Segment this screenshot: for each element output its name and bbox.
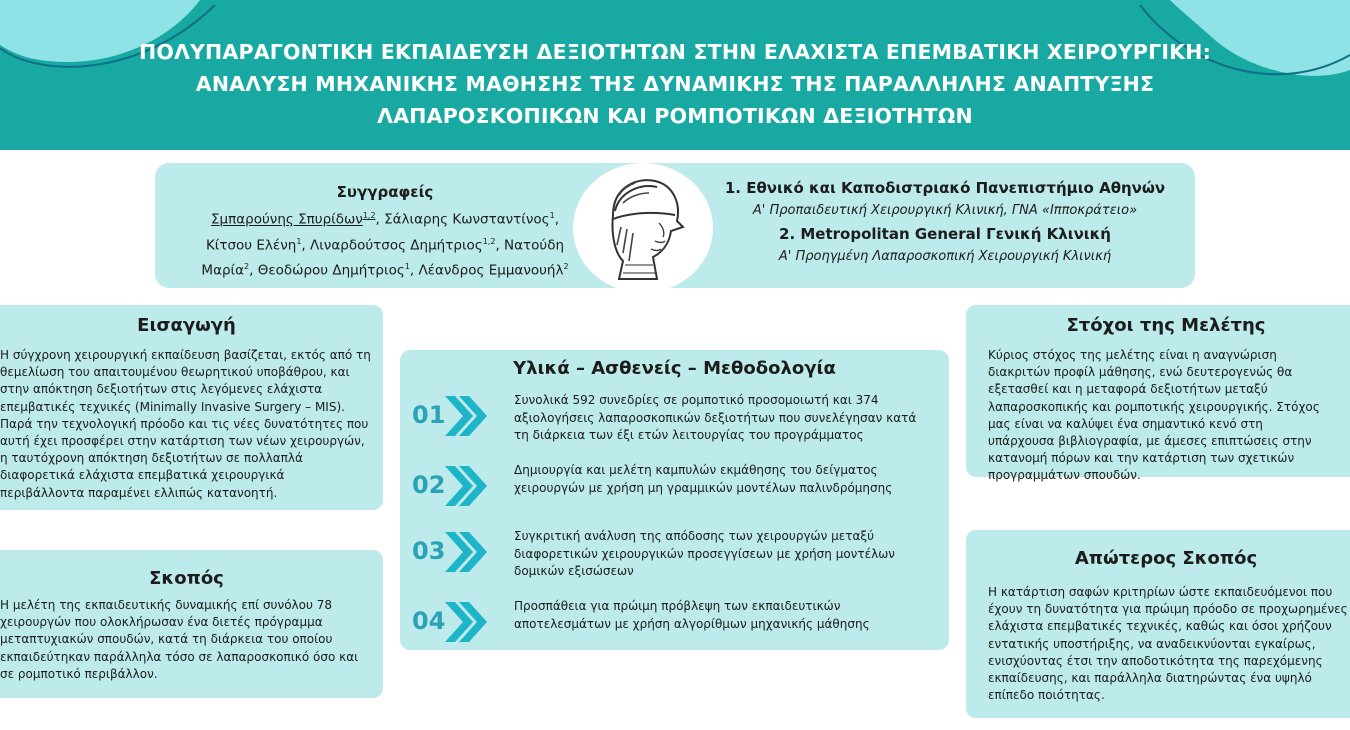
authors-line-3 <box>155 256 615 282</box>
author-name: , Σάλιαρης Κωνσταντίνος <box>375 211 550 228</box>
study-goals-panel <box>966 305 1350 483</box>
author-sup: 2 <box>244 262 250 271</box>
author-sep: , <box>554 211 559 228</box>
step-number: 01 <box>412 401 446 429</box>
authors-line-1 <box>155 205 615 231</box>
double-chevron-icon <box>437 528 487 576</box>
institution-2: 2. Metropolitan General Γενική Κλινική <box>779 225 1111 243</box>
step-number-badge <box>412 528 492 576</box>
title-line-3: ΛΑΠΑΡΟΣΚΟΠΙΚΩΝ ΚΑΙ ΡΟΜΠΟΤΙΚΩΝ ΔΕΞΙΟΤΗΤΩΝ <box>377 104 973 128</box>
university-logo <box>573 163 713 293</box>
introduction-title: Εισαγωγή <box>137 315 236 336</box>
author-sup: 1 <box>296 236 302 246</box>
title-line-1: ΠΟΛΥΠΑΡΑΓΟΝΤΙΚΗ ΕΚΠΑΙΔΕΥΣΗ ΔΕΞΙΟΤΗΤΩΝ ΣΤΗΝ ΕΛΑΧΙΣΤΑ ΕΠΕΜΒΑΤΙΚΗ ΧΕΙΡΟΥΡΓΙΚΗ: <box>138 40 1212 64</box>
author-sup: 1 <box>404 262 410 271</box>
step-text: Συγκριτική ανάλυση της απόδοσης των χειρουργών μεταξύ διαφορετικών χειρουργικών προσεγγίσεων με χρήση μοντέλων δομικών εξισώσεων <box>514 529 895 578</box>
athena-head-icon <box>599 175 687 285</box>
introduction-text: Η σύγχρονη χειρουργική εκπαίδευση βασίζεται, εκτός από τη θεμελίωση του απαιτουμένου θεωρητικού υποβάθρου, και στην απόκτηση δεξιοτήτων στις λεγόμενες ελάχιστα επεμβατικές τεχνικές (Minimally Invasive Surgery – MIS). Παρά την τεχνολογική πρόοδο και τις νέες δυνατότητες που αυτή έχει προσφέρει στην κατάρτιση των νέων χειρουργών, η ταυτόχρονη απόκτηση δεξιοτήτων σε πολλαπλά διαφορετικά ελάχιστα επεμβατικά χειρουργικά περιβάλλοντα παραμένει ελλιπώς κατανοητή. <box>0 348 371 500</box>
double-chevron-icon <box>437 392 487 440</box>
step-number-badge <box>412 598 492 646</box>
authors-box <box>155 181 615 282</box>
author-name: , Λιναρδούτσος Δημήτριος <box>301 237 483 253</box>
author-name: , Θεοδώρου Δημήτριος <box>249 262 405 279</box>
institution-1: 1. Εθνικό και Καποδιστριακό Πανεπιστήμιο Αθηνών <box>724 179 1166 197</box>
step-number: 04 <box>412 607 446 635</box>
department-2: Α' Προηγμένη Λαπαροσκοπική Χειρουργική Κλινική <box>778 249 1112 264</box>
study-goals-title: Στόχοι της Μελέτης <box>1066 315 1266 336</box>
introduction-panel <box>0 305 383 510</box>
ultimate-aim-panel <box>966 530 1350 718</box>
author-sup: 1,2 <box>482 236 496 246</box>
step-text: Προσπάθεια για πρώιμη πρόβλεψη των εκπαιδευτικών αποτελεσμάτων με χρήση αλγορίθμων μηχανικής μάθησης <box>514 599 870 631</box>
aim-text: Η μελέτη της εκπαιδευτικής δυναμικής επί συνόλου 78 χειρουργών που ολοκλήρωσαν ένα διετές πρόγραμμα μεταπτυχιακών σπουδών, κατά τη διάρκεια του οποίου εκπαιδεύτηκαν παράλληλα τόσο σε λαπαροσκοπικό όσο και σε ρομποτικό περιβάλλον. <box>0 598 359 681</box>
authors-heading: Συγγραφείς <box>336 183 434 201</box>
author-sup: 1 <box>549 211 555 220</box>
author-name: , Λέανδρος Εμμανουήλ <box>409 262 564 279</box>
step-text: Δημιουργία και μελέτη καμπυλών εκμάθησης του δείγματος χειρουργών με χρήση μη γραμμικών μοντέλων παλινδρόμησης <box>514 463 893 495</box>
double-chevron-icon <box>437 598 487 646</box>
author-name: Σμπαρούνης Σπυρίδων <box>211 211 363 228</box>
author-name: Μαρία <box>201 262 245 279</box>
step-text: Συνολικά 592 συνεδρίες σε ρομποτικό προσομοιωτή και 374 αξιολογήσεις λαπαροσκοπικών δεξιοτήτων που συνελέγησαν κατά τη διάρκεια των έξι ετών λειτουργίας του προγράμματος <box>514 393 917 442</box>
step-number: 03 <box>412 537 446 565</box>
author-name: , Νατούδη <box>495 237 565 253</box>
study-goals-text: Κύριος στόχος της μελέτης είναι η αναγνώριση διακριτών προφίλ μάθησης, ενώ δευτερογενώς θα εξετασθεί και η μεταφορά δεξιοτήτων μεταξύ λαπαροσκοπικής και ρομποτικής χειρουργικής. Στόχος μας είναι να καλύψει ένα σημαντικό κενό στη υπάρχουσα βιβλιογραφία, με άμεσες επιπτώσεις στην κατανομή πόρων και την κατάρτιση των σχετικών προγραμμάτων σπουδών. <box>988 348 1320 483</box>
methods-panel <box>400 350 949 650</box>
step-number-badge <box>412 392 492 440</box>
author-sup: 1,2 <box>362 211 376 220</box>
authors-line-2 <box>155 231 615 257</box>
double-chevron-icon <box>437 462 487 510</box>
header-banner <box>0 0 1350 150</box>
aim-panel <box>0 550 383 698</box>
author-name: Κίτσου Ελένη <box>205 237 297 253</box>
author-sup: 2 <box>563 262 569 271</box>
methods-title: Υλικά – Ασθενείς – Μεθοδολογία <box>513 358 836 379</box>
step-number: 02 <box>412 471 446 499</box>
affiliations-box <box>715 177 1175 269</box>
poster-title <box>0 36 1350 132</box>
title-line-2: ΑΝΑΛΥΣΗ ΜΗΧΑΝΙΚΗΣ ΜΑΘΗΣΗΣ ΤΗΣ ΔΥΝΑΜΙΚΗΣ ΤΗΣ ΠΑΡΑΛΛΗΛΗΣ ΑΝΑΠΤΥΞΗΣ <box>195 72 1155 96</box>
department-1: Α' Προπαιδευτική Χειρουργική Κλινική, ΓΝΑ «Ιπποκράτειο» <box>752 203 1138 218</box>
ultimate-aim-title: Απώτερος Σκοπός <box>1074 548 1258 569</box>
step-number-badge <box>412 462 492 510</box>
aim-title: Σκοπός <box>149 568 224 589</box>
ultimate-aim-text: Η κατάρτιση σαφών κριτηρίων ώστε εκπαιδευόμενοι που έχουν τη δυνατότητα για πρώιμη πρόοδο σε προχωρημένες ελάχιστα επεμβατικές τεχνικές, καθώς και όσοι χρήζουν εντατικής υποστήριξης, να αναδεικνύονται εγκαίρως, ενισχύοντας έτσι την αποδοτικότητα της παρεχόμενης εκπαίδευσης, και παράλληλα διατηρώντας ένα υψηλό επίπεδο ποιότητας. <box>988 585 1348 703</box>
